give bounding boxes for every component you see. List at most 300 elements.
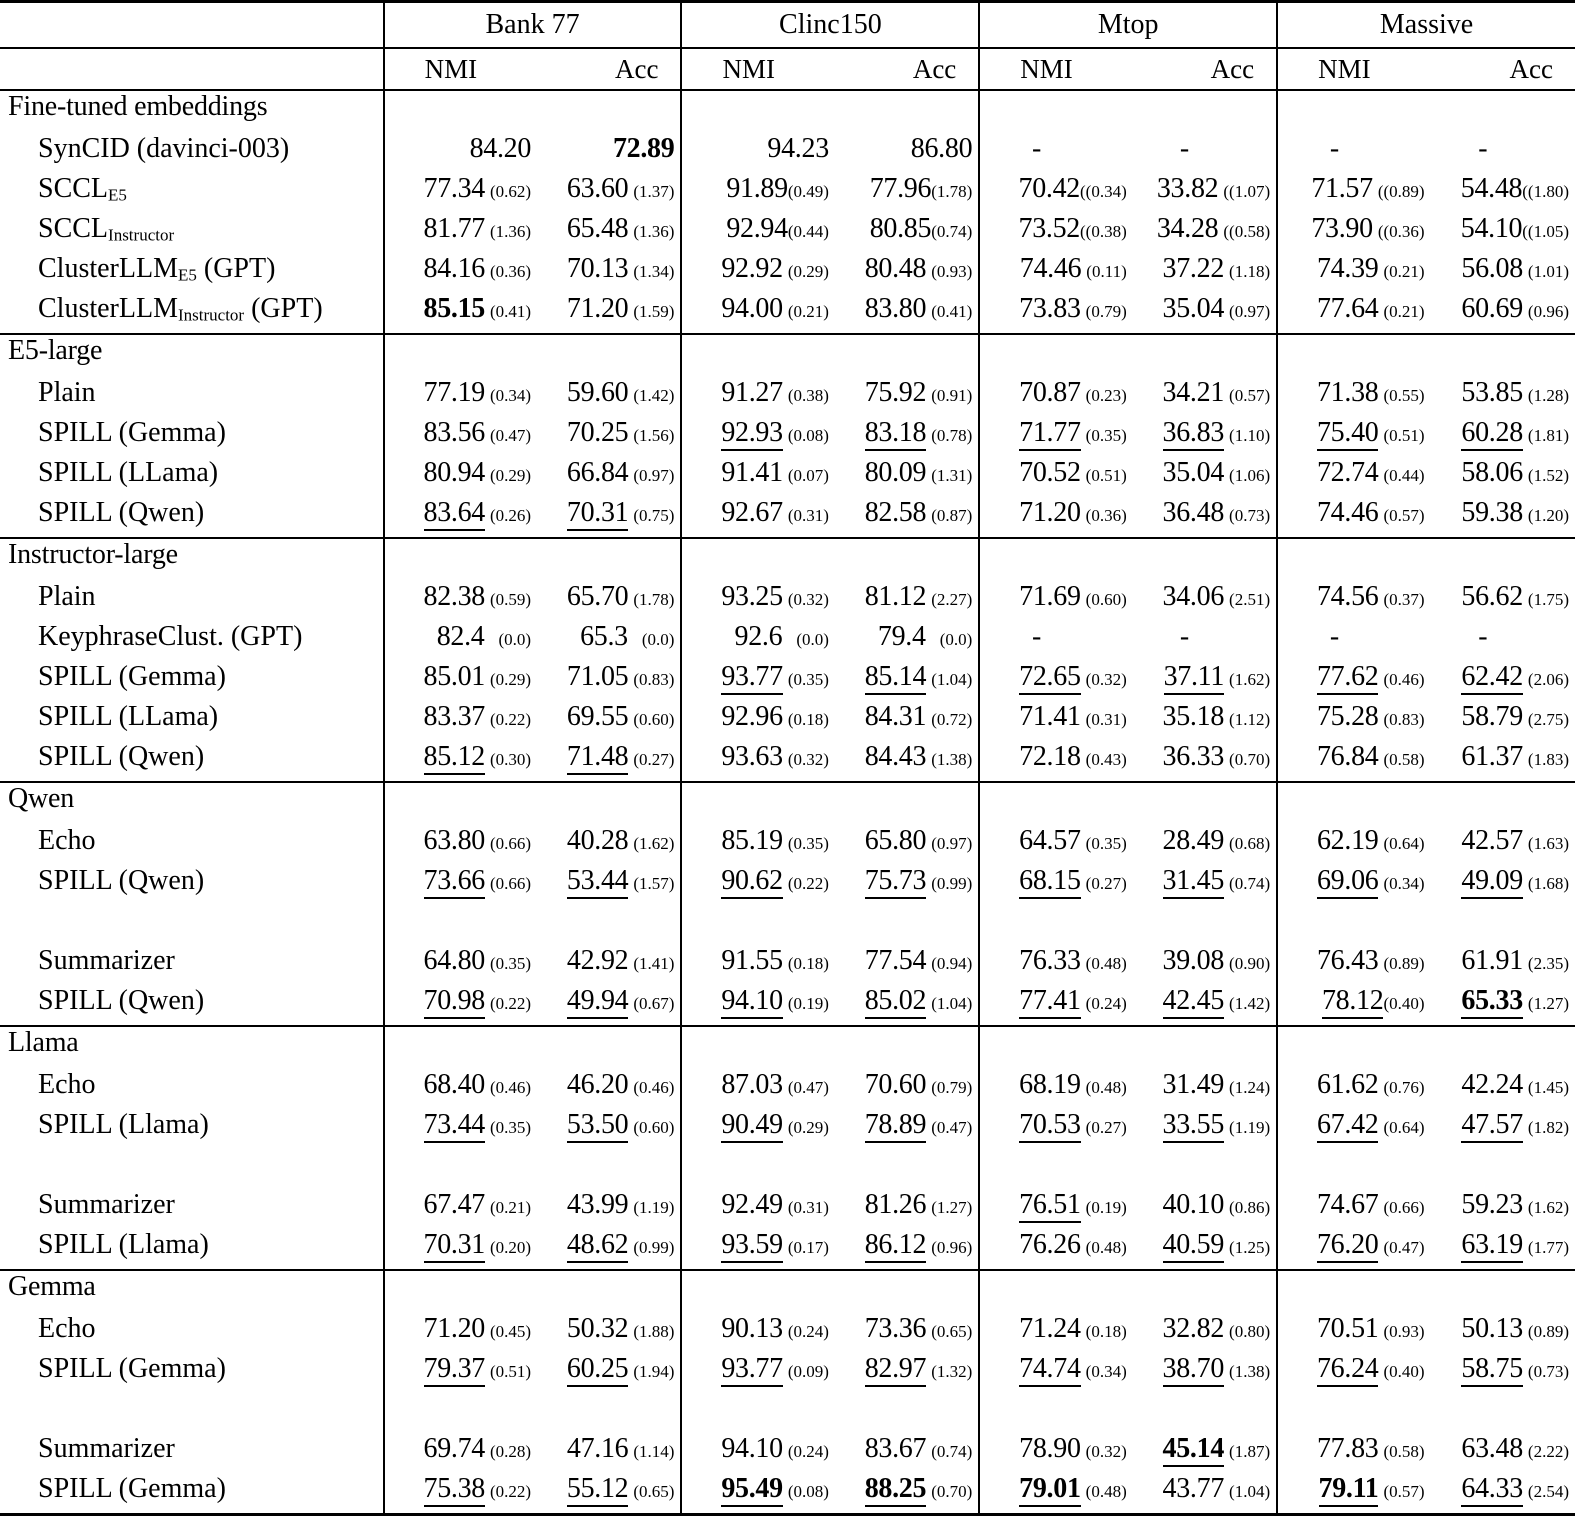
cell-stddev: (0.38): [788, 386, 829, 405]
cell-stddev: (0.93): [1383, 1322, 1424, 1341]
section-header-blank: [384, 334, 537, 377]
table-row: [0, 1433, 1575, 1473]
cell-score: 58.79: [1461, 701, 1523, 732]
cell-stddev: (0.0): [642, 630, 675, 649]
section-header-blank: [979, 782, 1132, 825]
section-header-blank: [1133, 1270, 1277, 1313]
table-cell-value: [835, 497, 979, 538]
cell-score: 45.14: [1163, 1433, 1225, 1467]
table-cell-value: [979, 293, 1132, 334]
table-cell-value: [1133, 1069, 1277, 1109]
cell-score: 94.10: [721, 1433, 783, 1464]
cell-score: 33.82: [1157, 173, 1219, 204]
cell-stddev: (0.66): [1383, 1198, 1424, 1217]
table-cell-value: [1133, 1229, 1277, 1270]
section-label: Fine-tuned embeddings: [0, 90, 384, 133]
cell-score: 42.45: [1163, 985, 1225, 1019]
cell-score: 70.53: [1019, 1109, 1081, 1143]
table-cell-value: [1277, 173, 1430, 213]
table-cell-value: [979, 1109, 1132, 1149]
cell-stddev: (0.74): [1229, 874, 1270, 893]
cell-score: 71.69: [1019, 581, 1081, 612]
row-method-subscript: Instructor: [108, 226, 174, 245]
table-cell-value: [384, 1229, 537, 1270]
cell-stddev: (0.60): [633, 1118, 674, 1137]
table-cell-empty: [1277, 133, 1430, 173]
table-cell-value: [681, 1433, 834, 1473]
row-method-label: SPILL (Gemma): [0, 417, 384, 457]
cell-score: 90.13: [721, 1313, 783, 1344]
table-row: [0, 1109, 1575, 1149]
table-cell-value: [681, 293, 834, 334]
table-cell-value: [1431, 825, 1575, 865]
cell-stddev: (0.96): [931, 1238, 972, 1257]
cell-stddev: (1.19): [633, 1198, 674, 1217]
cell-score: 60.69: [1461, 293, 1523, 324]
cell-stddev: (0.43): [1086, 750, 1127, 769]
cell-stddev: (0.93): [931, 262, 972, 281]
header-metric-row: [0, 48, 1575, 90]
table-cell-value: [681, 1353, 834, 1393]
section-header-blank: [681, 90, 834, 133]
cell-score: 36.83: [1163, 417, 1225, 451]
cell-score: 63.60: [567, 173, 629, 204]
table-cell-value: [384, 1353, 537, 1393]
cell-score: 38.70: [1163, 1353, 1225, 1387]
section-header-blank: [1431, 782, 1575, 825]
cell-stddev: (0.0): [940, 630, 973, 649]
cell-stddev: (0.87): [931, 506, 972, 525]
cell-score: 79.4: [878, 621, 926, 652]
cell-stddev: (0.59): [490, 590, 531, 609]
cell-score: 50.13: [1461, 1313, 1523, 1344]
cell-score: 85.02: [865, 985, 927, 1019]
cell-stddev: (0.86): [1229, 1198, 1270, 1217]
table-cell-value: [979, 741, 1132, 782]
table-cell-value: [835, 825, 979, 865]
section-header-blank: [1277, 1026, 1430, 1069]
cell-stddev: (0.36): [490, 262, 531, 281]
cell-score: 76.20: [1317, 1229, 1379, 1263]
table-cell-value: [1133, 457, 1277, 497]
table-row: [0, 1313, 1575, 1353]
table-cell-value: [1277, 945, 1430, 985]
table-body: [0, 90, 1575, 1516]
table-cell-value: [1277, 985, 1430, 1026]
cell-stddev: (0.57): [1383, 506, 1424, 525]
section-header-blank: [979, 334, 1132, 377]
table-cell-value: [537, 701, 681, 741]
cell-stddev: (1.42): [633, 386, 674, 405]
table-cell-value: [1431, 581, 1575, 621]
cell-stddev: (1.04): [931, 994, 972, 1013]
section-header-blank: [537, 538, 681, 581]
cell-score: 31.45: [1163, 865, 1225, 899]
cell-stddev: (0.41): [490, 302, 531, 321]
cell-score: 70.25: [567, 417, 629, 448]
cell-score: 59.38: [1461, 497, 1523, 528]
cell-stddev: (0.18): [1086, 1322, 1127, 1341]
spacer-cell: [384, 1393, 537, 1433]
cell-score: 74.39: [1317, 253, 1379, 284]
table-cell-value: [835, 1433, 979, 1473]
table-cell-value: [1133, 945, 1277, 985]
section-header-blank: [1277, 1270, 1430, 1313]
cell-stddev: (0.19): [788, 994, 829, 1013]
table-cell-value: [1431, 293, 1575, 334]
table-cell-value: [681, 741, 834, 782]
table-cell-value: [537, 1473, 681, 1515]
cell-score: 74.46: [1020, 253, 1082, 284]
table-row: [0, 865, 1575, 905]
section-header-row: [0, 1026, 1575, 1069]
cell-stddev: (0.62): [490, 182, 531, 201]
table-cell-value: [681, 1069, 834, 1109]
section-header-blank: [537, 90, 681, 133]
cell-score: 71.05: [567, 661, 629, 692]
section-header-blank: [1431, 90, 1575, 133]
cell-score: 61.91: [1461, 945, 1523, 976]
spacer-cell: [537, 905, 681, 945]
cell-score: 74.56: [1317, 581, 1379, 612]
cell-score: 71.20: [424, 1313, 486, 1344]
cell-score: 32.82: [1163, 1313, 1225, 1344]
cell-stddev: (0.55): [1383, 386, 1424, 405]
cell-stddev: (1.24): [1229, 1078, 1270, 1097]
cell-stddev: ((0.58): [1223, 222, 1270, 241]
table-cell-value: [979, 1229, 1132, 1270]
cell-stddev: (0.07): [788, 466, 829, 485]
table-cell-value: [537, 621, 681, 661]
cell-stddev: (1.62): [1229, 670, 1270, 689]
cell-score: 53.85: [1461, 377, 1523, 408]
table-cell-value: [384, 377, 537, 417]
cell-score: 40.59: [1163, 1229, 1225, 1263]
cell-score: 75.73: [865, 865, 927, 899]
cell-stddev: (0.31): [788, 506, 829, 525]
cell-score: 70.31: [424, 1229, 486, 1263]
spacer-cell: [1277, 1393, 1430, 1433]
table-cell-value: [835, 701, 979, 741]
table-cell-value: [384, 133, 537, 173]
row-method-label: SPILL (Gemma): [0, 1473, 384, 1515]
cell-stddev: (0.70): [1229, 750, 1270, 769]
cell-score: 85.15: [424, 293, 486, 324]
cell-score: 74.74: [1019, 1353, 1081, 1387]
table-cell-value: [384, 173, 537, 213]
section-header-blank: [681, 538, 834, 581]
cell-stddev: (0.48): [1086, 1238, 1127, 1257]
cell-score: 58.06: [1461, 457, 1523, 488]
table-cell-value: [681, 497, 834, 538]
cell-stddev: (1.06): [1229, 466, 1270, 485]
table-cell-empty: [979, 621, 1132, 661]
cell-stddev: (0.32): [788, 750, 829, 769]
table-cell-value: [979, 213, 1132, 253]
cell-stddev: (0.31): [1086, 710, 1127, 729]
table-cell-value: [681, 377, 834, 417]
cell-score: 72.89: [613, 133, 675, 164]
cell-score: 67.47: [424, 1189, 486, 1220]
cell-stddev: (1.04): [1229, 1482, 1270, 1501]
table-cell-value: [537, 133, 681, 173]
table-cell-value: [1133, 253, 1277, 293]
cell-score: 60.28: [1461, 417, 1523, 451]
cell-score: 47.57: [1461, 1109, 1523, 1143]
cell-score: 36.33: [1163, 741, 1225, 772]
table-cell-value: [835, 621, 979, 661]
table-row: [0, 825, 1575, 865]
cell-stddev: (0.83): [633, 670, 674, 689]
table-cell-value: [835, 581, 979, 621]
table-cell-value: [1277, 1069, 1430, 1109]
cell-score: -: [1330, 133, 1339, 164]
cell-stddev: (0.79): [1086, 302, 1127, 321]
cell-score: 77.62: [1317, 661, 1379, 695]
table-cell-value: [384, 661, 537, 701]
spacer-cell: [1133, 1149, 1277, 1189]
row-method-label: Plain: [0, 377, 384, 417]
table-cell-value: [1431, 701, 1575, 741]
cell-stddev: (0.29): [788, 262, 829, 281]
table-cell-value: [1431, 945, 1575, 985]
table-cell-value: [1277, 1189, 1430, 1229]
spacer-cell: [835, 905, 979, 945]
cell-score: 93.77: [721, 1353, 783, 1387]
section-header-blank: [1277, 782, 1430, 825]
cell-stddev: (0.35): [788, 834, 829, 853]
table-cell-value: [537, 825, 681, 865]
spacer-row: [0, 905, 1575, 945]
cell-stddev: (0.24): [788, 1442, 829, 1461]
table-cell-value: [1431, 213, 1575, 253]
cell-stddev: (1.62): [633, 834, 674, 853]
cell-score: 36.48: [1163, 497, 1225, 528]
cell-score: 71.38: [1317, 377, 1379, 408]
cell-stddev: (0.32): [788, 590, 829, 609]
table-cell-value: [681, 621, 834, 661]
header-dataset-row: [0, 2, 1575, 49]
table-cell-value: [1133, 497, 1277, 538]
table-cell-value: [979, 865, 1132, 905]
row-method-label: SPILL (LLama): [0, 457, 384, 497]
table-cell-value: [1277, 661, 1430, 701]
section-header-blank: [1133, 334, 1277, 377]
table-cell-value: [384, 701, 537, 741]
row-method-subscript: E5: [178, 266, 197, 285]
row-method-label: ClusterLLM$_{E5}$ (GPT): [0, 253, 384, 293]
dataset-header-mtop: Mtop: [979, 2, 1277, 49]
cell-score: 78.89: [865, 1109, 927, 1143]
cell-score: 75.40: [1317, 417, 1379, 451]
cell-stddev: (0.51): [1383, 426, 1424, 445]
cell-stddev: (1.28): [1528, 386, 1569, 405]
table-cell-value: [1133, 865, 1277, 905]
cell-stddev: (0.48): [1086, 954, 1127, 973]
cell-score: 71.41: [1019, 701, 1081, 732]
section-header-blank: [835, 538, 979, 581]
cell-score: 75.38: [424, 1473, 486, 1507]
cell-score: 71.20: [567, 293, 629, 324]
spacer-cell: [1277, 1149, 1430, 1189]
table-cell-value: [1431, 497, 1575, 538]
cell-stddev: (0.34): [490, 386, 531, 405]
table-cell-value: [384, 1473, 537, 1515]
table-row: [0, 133, 1575, 173]
cell-stddev: (0.31): [788, 1198, 829, 1217]
section-label: Llama: [0, 1026, 384, 1069]
cell-stddev: (0.78): [931, 426, 972, 445]
section-header-blank: [384, 1270, 537, 1313]
header-corner-blank: [0, 2, 384, 49]
table-cell-value: [681, 173, 834, 213]
table-cell-value: [1277, 457, 1430, 497]
table-row: [0, 1229, 1575, 1270]
section-header-blank: [537, 1270, 681, 1313]
table-row: [0, 581, 1575, 621]
cell-score: 83.37: [424, 701, 486, 732]
cell-score: 65.80: [865, 825, 927, 856]
cell-stddev: (0.89): [1528, 1322, 1569, 1341]
cell-stddev: (1.38): [1229, 1362, 1270, 1381]
section-header-blank: [835, 90, 979, 133]
table-row: [0, 985, 1575, 1026]
cell-stddev: (0.96): [1528, 302, 1569, 321]
cell-stddev: (1.20): [1528, 506, 1569, 525]
cell-stddev: (1.31): [931, 466, 972, 485]
cell-score: 54.48: [1461, 173, 1523, 204]
cell-stddev: (0.51): [490, 1362, 531, 1381]
cell-score: 77.41: [1019, 985, 1081, 1019]
cell-score: 75.92: [865, 377, 927, 408]
cell-stddev: (1.56): [633, 426, 674, 445]
section-header-blank: [384, 538, 537, 581]
cell-score: 61.62: [1317, 1069, 1379, 1100]
table-cell-value: [384, 457, 537, 497]
table-cell-value: [1431, 865, 1575, 905]
table-cell-value: [681, 581, 834, 621]
section-header-blank: [384, 1026, 537, 1069]
section-header-blank: [979, 538, 1132, 581]
cell-score: 61.37: [1461, 741, 1523, 772]
cell-score: 79.11: [1319, 1473, 1379, 1507]
table-row: [0, 661, 1575, 701]
cell-score: 71.24: [1019, 1313, 1081, 1344]
table-cell-value: [1277, 1313, 1430, 1353]
cell-stddev: (0.22): [490, 1482, 531, 1501]
cell-stddev: (0.28): [490, 1442, 531, 1461]
cell-score: 77.64: [1317, 293, 1379, 324]
cell-score: 87.03: [721, 1069, 783, 1100]
section-label: Qwen: [0, 782, 384, 825]
cell-score: 77.34: [424, 173, 486, 204]
cell-stddev: (0.75): [633, 506, 674, 525]
row-method-label: Echo: [0, 825, 384, 865]
cell-stddev: (0.20): [490, 1238, 531, 1257]
section-header-blank: [1431, 1026, 1575, 1069]
table-cell-value: [1133, 581, 1277, 621]
section-label: Instructor-large: [0, 538, 384, 581]
cell-stddev: (0.21): [788, 302, 829, 321]
spacer-cell: [384, 1149, 537, 1189]
cell-stddev: (0.17): [788, 1238, 829, 1257]
table-cell-value: [835, 1229, 979, 1270]
cell-stddev: (1.38): [931, 750, 972, 769]
table-cell-value: [384, 1069, 537, 1109]
cell-score: 78.90: [1019, 1433, 1081, 1464]
cell-score: 71.57: [1311, 173, 1373, 204]
cell-stddev: (1.27): [931, 1198, 972, 1217]
cell-score: 74.67: [1317, 1189, 1379, 1220]
cell-stddev: (2.35): [1528, 954, 1569, 973]
row-method-label: $SCCL_{E5}$: [0, 173, 384, 213]
cell-stddev: (0.47): [490, 426, 531, 445]
cell-score: 59.23: [1461, 1189, 1523, 1220]
cell-score: 72.65: [1019, 661, 1081, 695]
cell-stddev: (0.11): [1086, 262, 1126, 281]
table-row: [0, 945, 1575, 985]
cell-score: 81.77: [424, 213, 486, 244]
cell-score: 28.49: [1163, 825, 1225, 856]
cell-stddev: (1.82): [1528, 1118, 1569, 1137]
table-row: [0, 741, 1575, 782]
cell-stddev: (1.87): [1229, 1442, 1270, 1461]
table-cell-value: [1277, 865, 1430, 905]
cell-score: 80.94: [424, 457, 486, 488]
cell-stddev: (1.41): [633, 954, 674, 973]
row-method-label: SPILL (Qwen): [0, 741, 384, 782]
cell-stddev: (1.59): [633, 302, 674, 321]
cell-stddev: (0.66): [490, 874, 531, 893]
cell-stddev: (1.37): [633, 182, 674, 201]
cell-stddev: (0.46): [1383, 670, 1424, 689]
cell-score: 71.77: [1019, 417, 1081, 451]
table-cell-value: [384, 945, 537, 985]
table-cell-value: [1277, 1433, 1430, 1473]
cell-score: 82.58: [865, 497, 927, 528]
cell-stddev: (0.70): [931, 1482, 972, 1501]
table-row: [0, 1069, 1575, 1109]
cell-score: 70.51: [1317, 1313, 1379, 1344]
table-cell-value: [1133, 1313, 1277, 1353]
table-cell-value: [537, 1229, 681, 1270]
cell-stddev: (1.78): [633, 590, 674, 609]
cell-score: 77.54: [865, 945, 927, 976]
cell-stddev: (1.19): [1229, 1118, 1270, 1137]
table-cell-value: [1277, 1473, 1430, 1515]
table-cell-value: [384, 497, 537, 538]
table-cell-value: [835, 1189, 979, 1229]
cell-score: 92.67: [721, 497, 783, 528]
cell-score: 35.04: [1163, 457, 1225, 488]
table-row: [0, 1473, 1575, 1515]
cell-score: 71.48: [567, 741, 629, 775]
cell-score: 70.60: [865, 1069, 927, 1100]
spacer-cell: [1277, 905, 1430, 945]
cell-score: 69.06: [1317, 865, 1379, 899]
cell-score: 62.19: [1317, 825, 1379, 856]
cell-stddev: (1.36): [490, 222, 531, 241]
table-cell-value: [835, 133, 979, 173]
cell-stddev: (0.60): [1086, 590, 1127, 609]
cell-score: 34.28: [1157, 213, 1219, 244]
section-header-row: [0, 782, 1575, 825]
table-cell-empty: [1277, 621, 1430, 661]
table-cell-value: [1133, 1433, 1277, 1473]
section-header-blank: [681, 334, 834, 377]
cell-stddev: ((1.05): [1522, 222, 1569, 241]
cell-score: 64.33: [1461, 1473, 1523, 1507]
